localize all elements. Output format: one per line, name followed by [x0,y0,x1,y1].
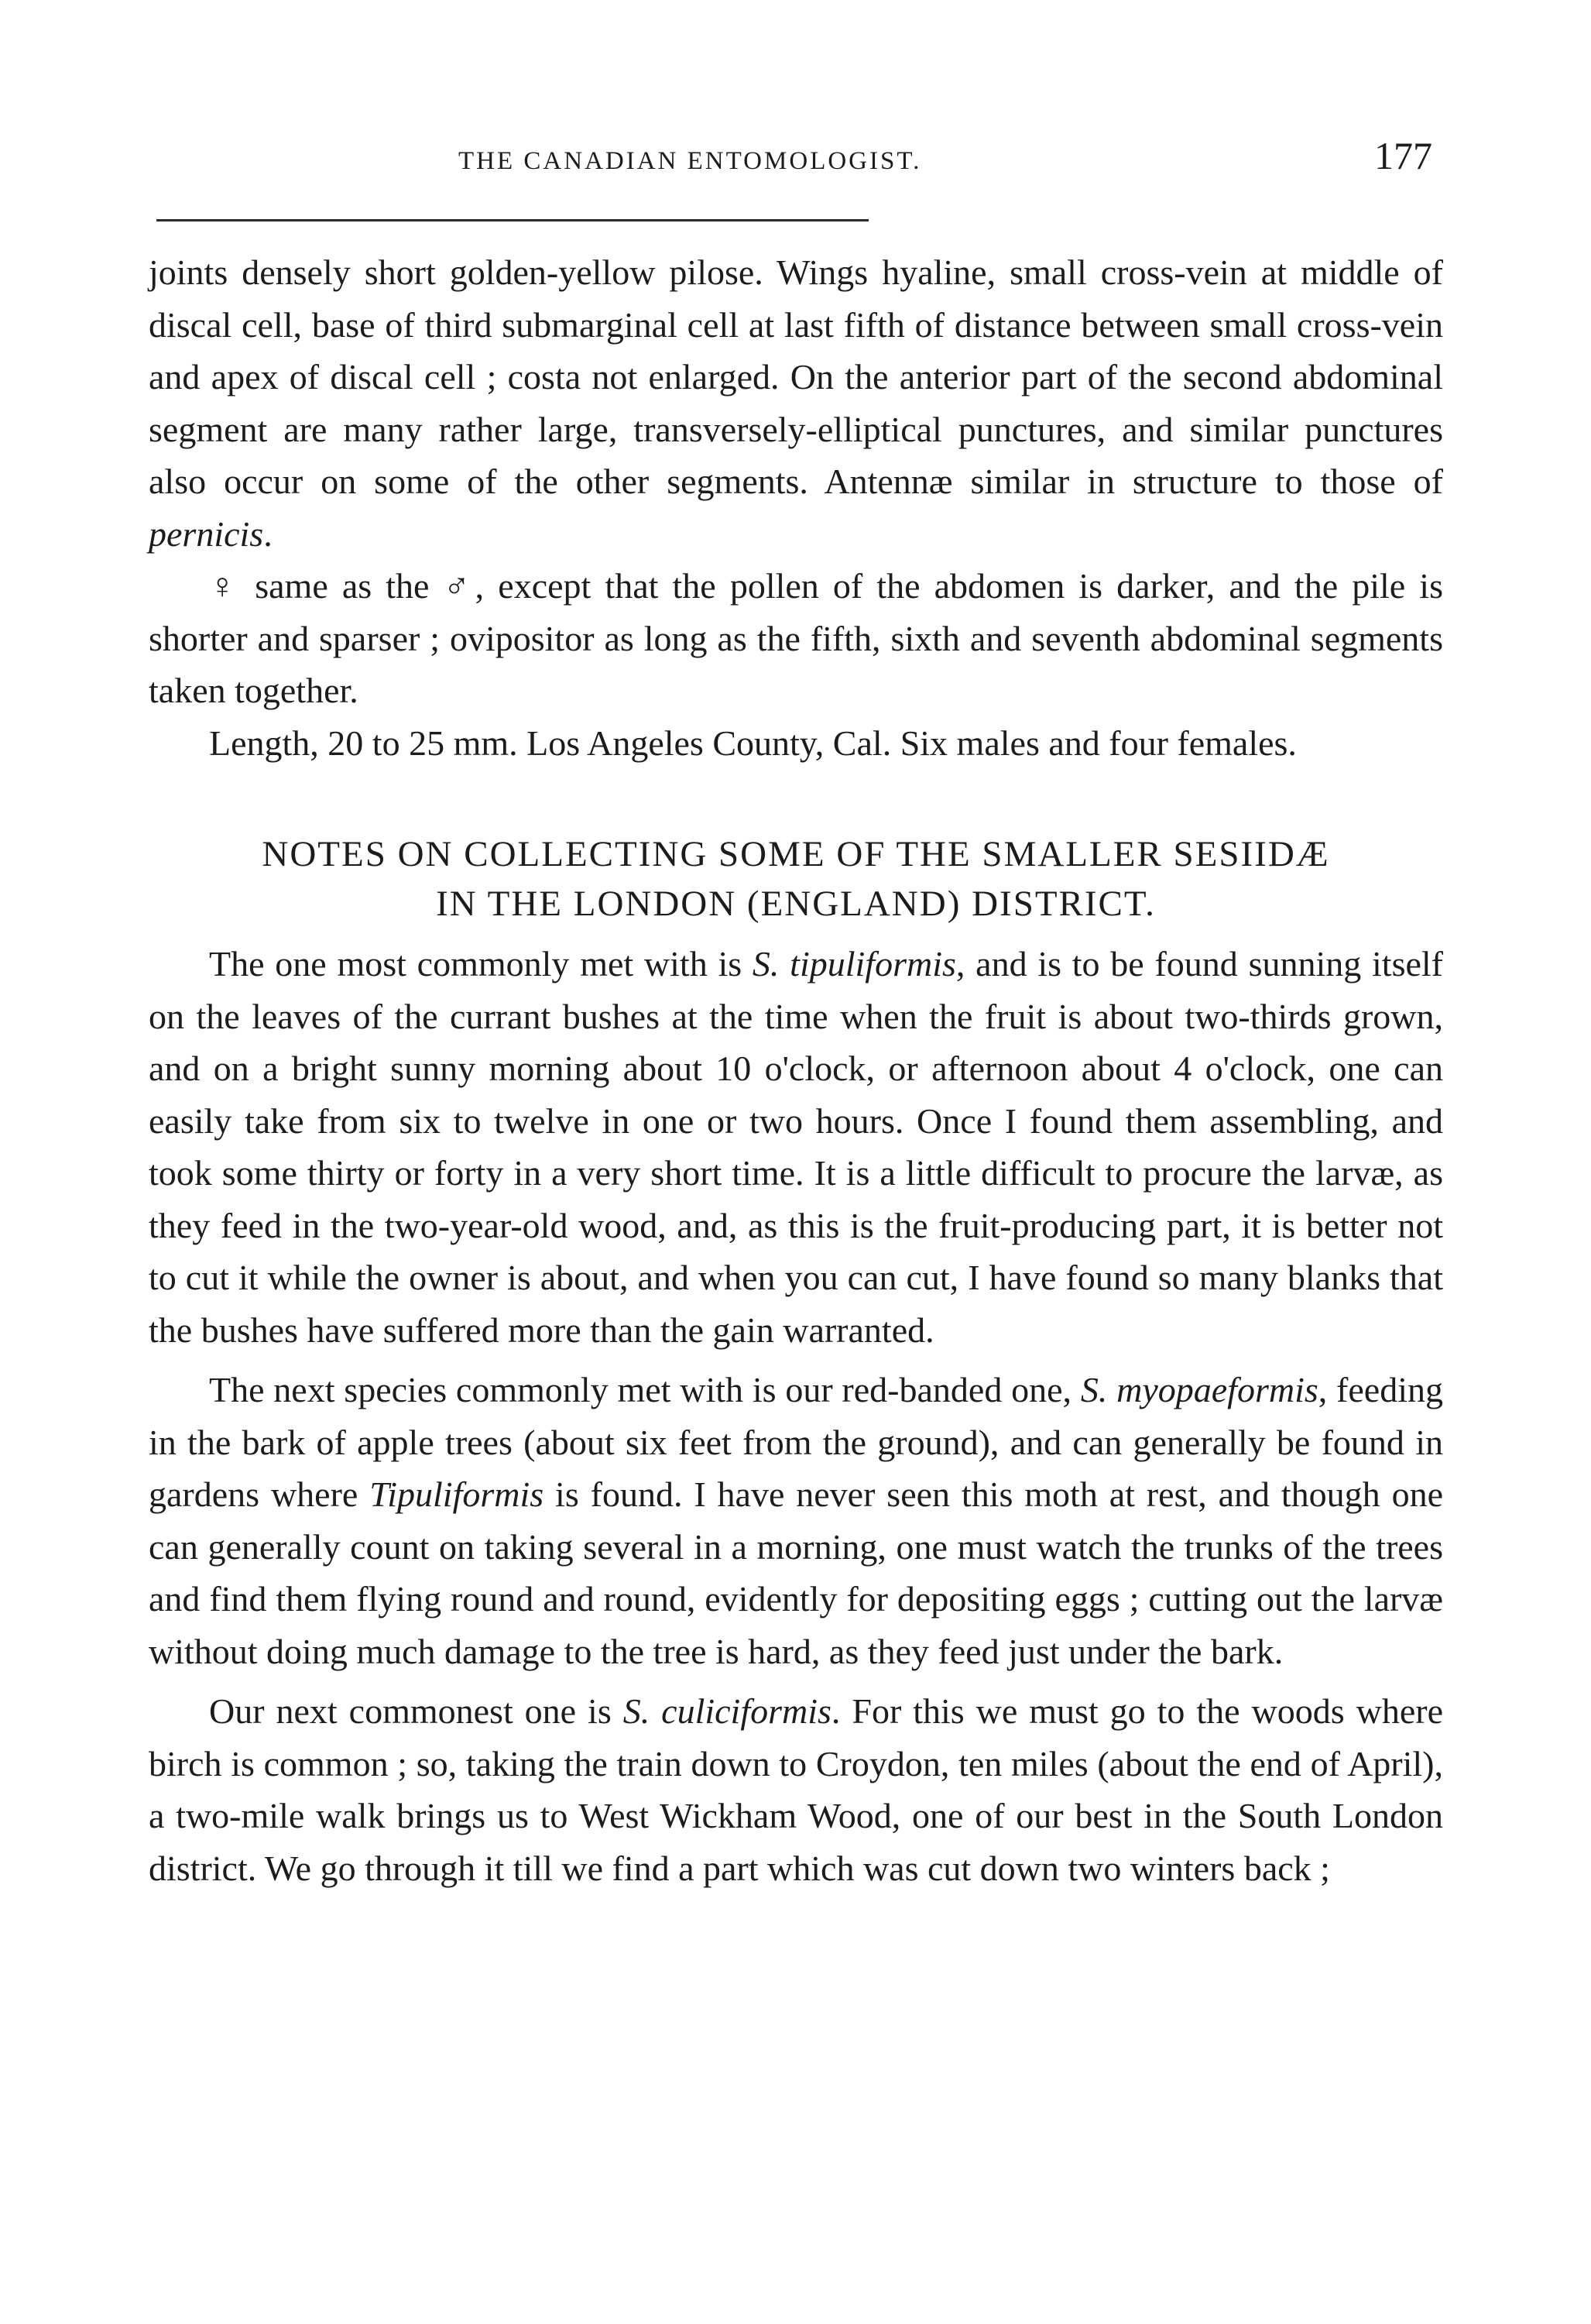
text-run: The one most commonly met with is [209,944,753,983]
text-run: The next species commonly met with is our red-banded one, [209,1370,1081,1409]
text-run: . [263,513,273,554]
paragraph-length-locality [149,717,1443,770]
article-heading [149,829,1443,929]
paragraph-continued [149,246,1443,560]
paragraph-female-description [149,560,1443,717]
text-run: ♀ same as the ♂, except that the pollen of the abdomen is darker, and the pile is shorter and sparser ; ovipositor as long as the fifth, sixth and seventh abdominal segments taken together. [149,566,1443,710]
species-name: pernicis [149,513,264,554]
text-run: Our next commonest one is [209,1691,623,1731]
journal-page [149,130,1443,1888]
running-title: THE CANADIAN ENTOMOLOGIST. [458,147,922,175]
article-heading-line-1: NOTES ON COLLECTING SOME OF THE SMALLER SESIIDÆ [262,834,1330,874]
page-number: 177 [1374,134,1432,177]
text-run: , and is to be found sunning itself on the leaves of the currant bushes at the time when the fruit is about two-thirds grown, and on a bright sunny morning about 10 o'clock, or afternoon about 4 o'clock, one can easily take from six to twelve in one or two hours. Once I found them assembling, and took some thirty or forty in a very short time. It is a little difficult to procure the larvæ, as they feed in the two-year-old wood, and, as this is the fruit-producing part, it is better not to cut it while the owner is about, and when you can cut, I have found so many blanks that the bushes have suffered more than the gain warranted. [149,944,1443,1350]
species-name: S. culiciformis [622,1691,832,1731]
text-run: joints densely short golden-yellow pilose. Wings hyaline, small cross-vein at middle of discal cell, base of third submarginal cell at last fifth of distance between small cross-vein and apex of discal cell ; costa not enlarged. On the anterior part of the second abdominal segment are many rather large, transversely-elliptical punctures, and similar punctures also occur on some of the other segments. Antennæ similar in structure to those of [149,252,1443,501]
text-run: is found. I have never seen this moth at rest, and though one can generally count on taking several in a morning, one must watch the trunks of the trees and find them flying round and round, evidently for depositing eggs ; cutting out the larvæ without doing much damage to the tree is hard, as they feed just under the bark. [149,1474,1443,1671]
species-name: S. tipuliformis [752,944,956,983]
article-heading-line-2: IN THE LONDON (ENGLAND) DISTRICT. [436,884,1156,924]
species-name: S. myopaeformis [1080,1370,1318,1409]
species-name: Tipuliformis [369,1474,544,1514]
header-rule [156,219,869,221]
article-paragraph [149,938,1443,1356]
text-run: Length, 20 to 25 mm. Los Angeles County, Cal. Six males and four females. [209,723,1297,763]
text-run: , feeding in the bark of apple trees (about six feet from the ground), and can generally be found in gardens where [149,1370,1443,1514]
article-paragraph [149,1364,1443,1677]
article-paragraph [149,1685,1443,1894]
body-text [149,246,1443,1894]
running-header [149,130,1443,184]
text-run: . For this we must go to the woods where birch is common ; so, taking the train down to Croydon, ten miles (about the end of April), a two-mile walk brings us to West Wickham Wood, one of our best in the South London district. We go through it till we find a part which was cut down two winters back ; [149,1691,1443,1888]
